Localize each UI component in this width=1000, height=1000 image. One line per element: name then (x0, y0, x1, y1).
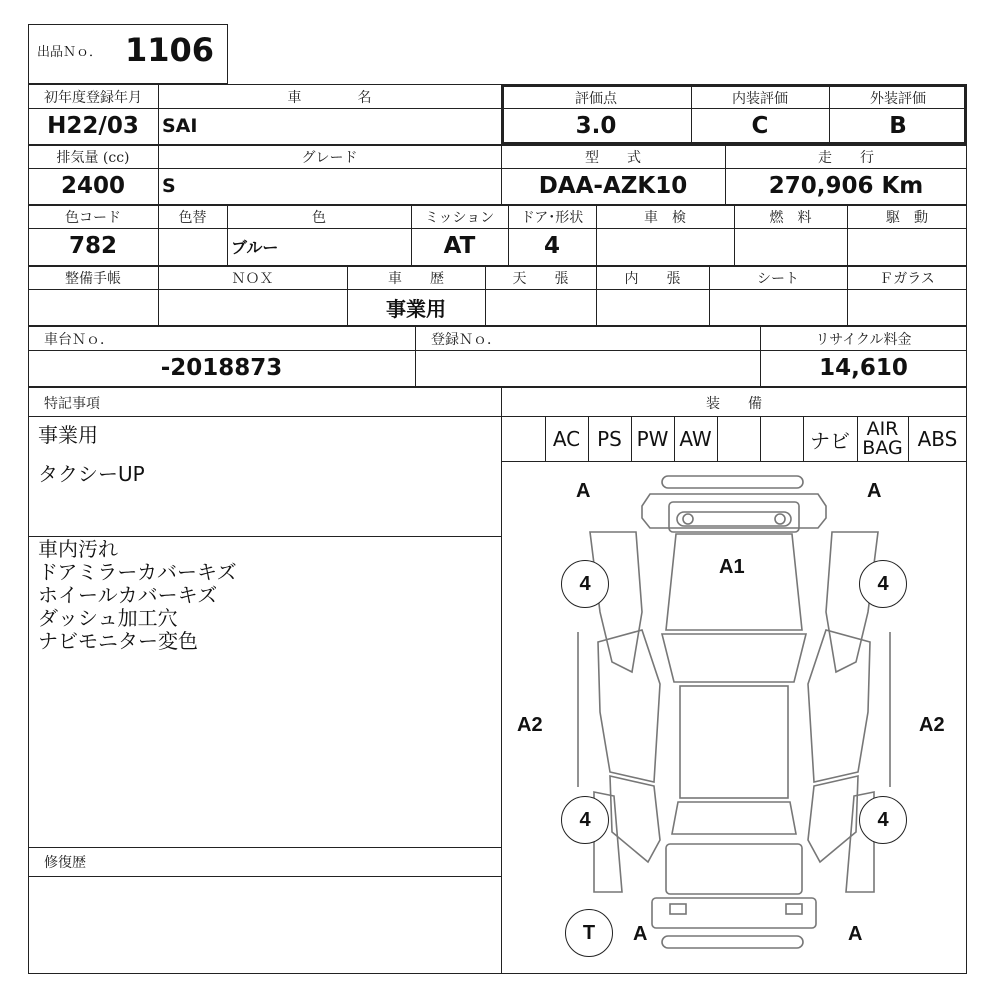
equip-navi: ナビ (810, 428, 850, 453)
rear-bumper-low (662, 936, 803, 948)
door-value: 4 (543, 233, 560, 259)
equip-cell-6 (717, 417, 760, 461)
exterior-label: 外装評価 (870, 90, 926, 107)
displacement-label: 排気量 (cc) (56, 150, 130, 166)
note-line: タクシーUP (38, 462, 145, 486)
door-label: ドア･形状 (520, 210, 584, 226)
chassis-label: 車台Ｎｏ． (44, 332, 114, 348)
drive-label: 駆 動 (886, 210, 928, 226)
maintenance-label: 整備手帳 (65, 271, 121, 287)
fuel-label: 燃 料 (769, 210, 812, 226)
rear-window (672, 802, 796, 834)
roof (680, 686, 788, 798)
mark-right-side: A2 (919, 714, 945, 736)
seat-label: シート (757, 271, 799, 287)
mark-rear-left: A (633, 923, 648, 945)
note-line: ダッシュ加工穴 (38, 606, 178, 630)
displacement-value: 2400 (60, 173, 125, 199)
equip-pw: PW (636, 427, 669, 451)
inspection-value (596, 229, 734, 263)
equip-abs: ABS (917, 427, 958, 451)
sunroof-value (485, 290, 596, 324)
recycle-label: リサイクル料金 (815, 332, 912, 348)
hood (666, 534, 802, 630)
nox-value (158, 290, 347, 324)
rear-bumper (652, 898, 816, 928)
sunroof-label: 天 張 (512, 271, 569, 287)
fuel-value (734, 229, 847, 263)
nox-label: ＮＯＸ (231, 271, 274, 287)
car-name-value: SAI (162, 115, 198, 137)
reg-no-value (415, 351, 760, 385)
mark-rear-right: A (848, 923, 863, 945)
interior-trim-label: 内 張 (624, 271, 681, 287)
windshield (662, 634, 806, 682)
front-grille-inner (677, 512, 791, 526)
seat-value (709, 290, 847, 324)
repair-value (28, 876, 501, 974)
lot-number: 1106 (125, 31, 215, 69)
color-value: ブルー (231, 237, 279, 257)
first-reg-label: 初年度登録年月 (44, 90, 142, 106)
equip-airbag: AIR BAG (862, 418, 903, 459)
grade-label: グレード (301, 150, 358, 166)
mileage-value: 270,906 Km (768, 173, 924, 199)
grade-value: S (162, 175, 176, 197)
equipment-label: 装 備 (706, 396, 762, 412)
car-diagram (502, 462, 966, 973)
model-label: 型 式 (585, 150, 641, 166)
equip-ps: PS (597, 427, 622, 451)
equip-cell-7 (760, 417, 803, 461)
equip-aw: AW (679, 427, 712, 451)
note-line: ドアミラーカバーキズ (38, 560, 237, 584)
color-code-label: 色コード (65, 210, 121, 226)
chassis-value: -2018873 (160, 355, 283, 381)
mission-value: AT (443, 233, 476, 259)
rear-right-tire: 4 (859, 796, 907, 844)
mark-roof: A1 (719, 556, 745, 578)
reg-no-label: 登録Ｎｏ． (431, 332, 501, 348)
color-change-value (158, 229, 227, 263)
notes-label: 特記事項 (44, 396, 100, 412)
car-name-label: 車 名 (287, 90, 372, 106)
repair-label: 修復歴 (44, 855, 86, 871)
first-reg-value: H22/03 (47, 113, 139, 139)
left-rear-door (610, 776, 660, 862)
recycle-value: 14,610 (819, 355, 908, 381)
rear-left-tire: 4 (561, 796, 609, 844)
inspection-label: 車 検 (644, 210, 686, 226)
mark-front-left: A (576, 480, 591, 502)
front-bumper-top (662, 476, 803, 488)
lot-number-box (28, 24, 228, 84)
color-code-value: 782 (68, 233, 117, 259)
mark-front-right: A (867, 480, 882, 502)
color-change-label: 色替 (178, 210, 207, 226)
equip-cell-1 (501, 417, 545, 461)
history-value: 事業用 (386, 296, 446, 321)
right-rear-door (808, 776, 858, 862)
front-right-tire: 4 (859, 560, 907, 608)
mileage-label: 走 行 (818, 150, 874, 166)
interior-value: C (751, 113, 769, 139)
mark-left-side: A2 (517, 714, 543, 736)
interior-label: 内装評価 (732, 90, 788, 107)
front-left-tire: 4 (561, 560, 609, 608)
mission-label: ミッション (424, 210, 495, 226)
glass-value (847, 290, 967, 324)
notes-bottom (38, 538, 237, 653)
lot-number-label: 出品Ｎｏ． (37, 45, 103, 60)
drive-value (847, 229, 967, 263)
interior-trim-value (596, 290, 709, 324)
history-label: 車 歴 (388, 271, 444, 287)
right-front-door (808, 630, 870, 782)
note-line: ナビモニター変色 (38, 629, 198, 653)
exterior-value: B (889, 113, 907, 139)
trunk (666, 844, 802, 894)
color-label: 色 (312, 210, 326, 226)
notes-top (38, 424, 145, 486)
note-line: 事業用 (38, 423, 98, 447)
glass-label: Ｆガラス (879, 271, 935, 287)
score-value: 3.0 (575, 113, 617, 139)
left-front-door (598, 630, 660, 782)
score-label: 評価点 (575, 90, 617, 107)
maintenance-value (28, 290, 158, 324)
spare-tire: T (565, 909, 613, 957)
equip-ac: AC (552, 427, 581, 451)
note-line: ホイールカバーキズ (38, 583, 218, 607)
model-value: DAA-AZK10 (538, 173, 688, 199)
note-line: 車内汚れ (38, 537, 118, 561)
